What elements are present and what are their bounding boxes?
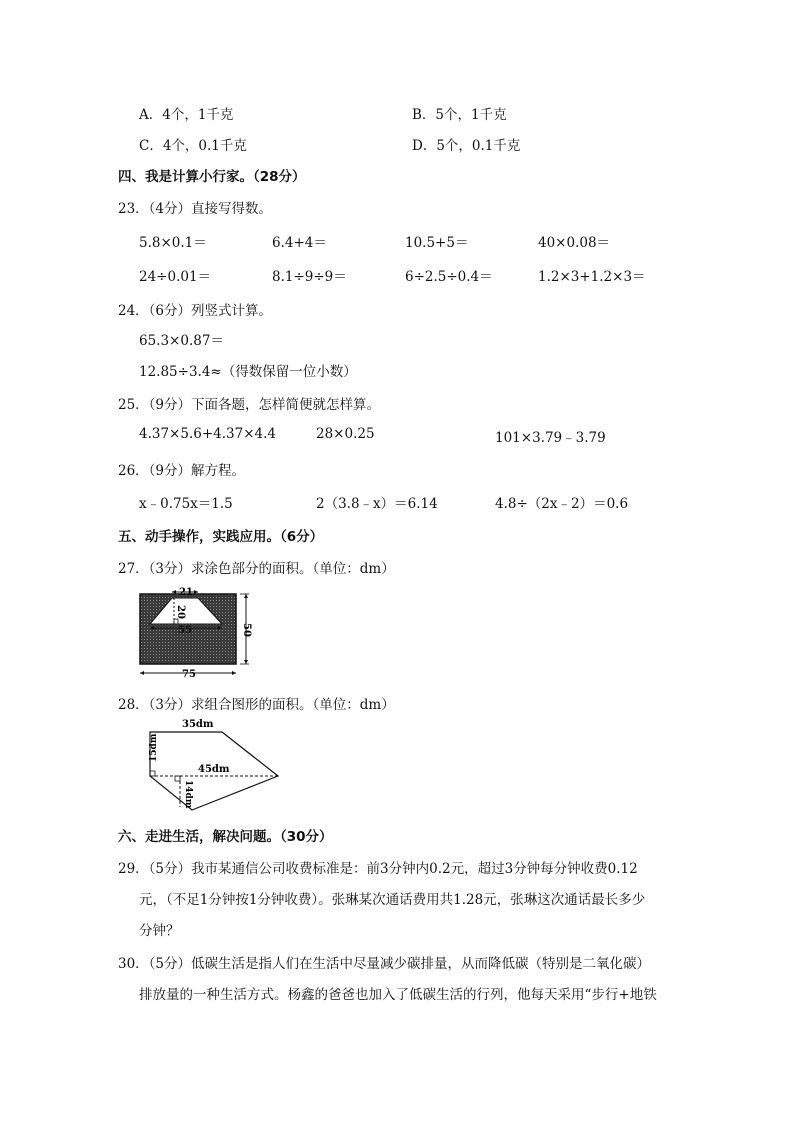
- q24-item: 65.3×0.87＝: [139, 333, 224, 349]
- q26-item: 2（3.8﹣x）＝6.14: [316, 496, 438, 512]
- q29-line: 元，（不足1分钟按1分钟收费）。张琳某次通话费用共1.28元，张琳这次通话最长多少: [139, 892, 646, 908]
- q30-line: 排放量的一种生活方式。杨鑫的爸爸也加入了低碳生活的行列，他每天采用“步行+地铁: [139, 987, 657, 1003]
- label-top: 35dm: [182, 719, 214, 730]
- q26-prompt: 26．（9分）解方程。: [118, 463, 246, 479]
- option-d: D．5个，0.1千克: [412, 138, 521, 154]
- q25-prompt: 25．（9分）下面各题，怎样简便就怎样算。: [118, 397, 381, 413]
- label-height: 20: [175, 605, 186, 619]
- q23-item: 10.5+5＝: [405, 235, 469, 251]
- q23-item: 5.8×0.1＝: [139, 235, 207, 251]
- q24-prompt: 24．（6分）列竖式计算。: [118, 303, 273, 319]
- label-left: 15dm: [149, 733, 159, 762]
- section-title-6: 六、走进生活，解决问题。（30分）: [118, 829, 333, 845]
- option-c: C．4个，0.1千克: [139, 138, 247, 154]
- q23-item: 6÷2.5÷0.4＝: [405, 269, 493, 285]
- q28-figure: [132, 714, 292, 818]
- q26-item: 4.8÷（2x﹣2）＝0.6: [495, 496, 629, 512]
- option-a: A．4个，1千克: [139, 107, 234, 123]
- section-title-5: 五、动手操作，实践应用。（6分）: [118, 529, 324, 545]
- q23-item: 1.2×3+1.2×3＝: [538, 269, 646, 285]
- q23-prompt: 23．（4分）直接写得数。: [118, 201, 273, 217]
- q25-item: 28×0.25: [316, 426, 375, 442]
- q29-line: 分钟？: [139, 923, 180, 939]
- label-top: 21: [179, 587, 193, 598]
- q28-prompt: 28．（3分）求组合图形的面积。（单位：dm）: [118, 697, 395, 713]
- q27-figure: [128, 584, 268, 680]
- q24-item: 12.85÷3.4≈（得数保留一位小数）: [139, 364, 357, 380]
- label-width: 75: [182, 669, 196, 680]
- q23-item: 6.4+4＝: [272, 235, 327, 251]
- q29-line: 29．（5分）我市某通信公司收费标准是：前3分钟内0.2元，超过3分钟每分钟收费0.12: [118, 861, 638, 877]
- label-right: 50: [241, 623, 252, 637]
- q25-item: 4.37×5.6+4.37×4.4: [139, 426, 276, 442]
- q25-item: 101×3.79﹣3.79: [495, 430, 606, 446]
- q26-item: x﹣0.75x＝1.5: [139, 496, 233, 512]
- q30-line: 30．（5分）低碳生活是指人们在生活中尽量减少碳排量，从而降低碳（特别是二氧化碳）: [118, 956, 651, 972]
- q23-item: 40×0.08＝: [538, 235, 611, 251]
- option-b: B．5个，1千克: [412, 107, 507, 123]
- q23-item: 8.1÷9÷9＝: [272, 269, 347, 285]
- label-middle: 45dm: [198, 764, 230, 775]
- section-title-4: 四、我是计算小行家。（28分）: [118, 169, 306, 185]
- label-down: 14dm: [183, 780, 193, 809]
- q27-prompt: 27．（3分）求涂色部分的面积。（单位：dm）: [118, 561, 395, 577]
- q23-item: 24÷0.01＝: [139, 269, 212, 285]
- label-bottom: 55: [178, 625, 192, 636]
